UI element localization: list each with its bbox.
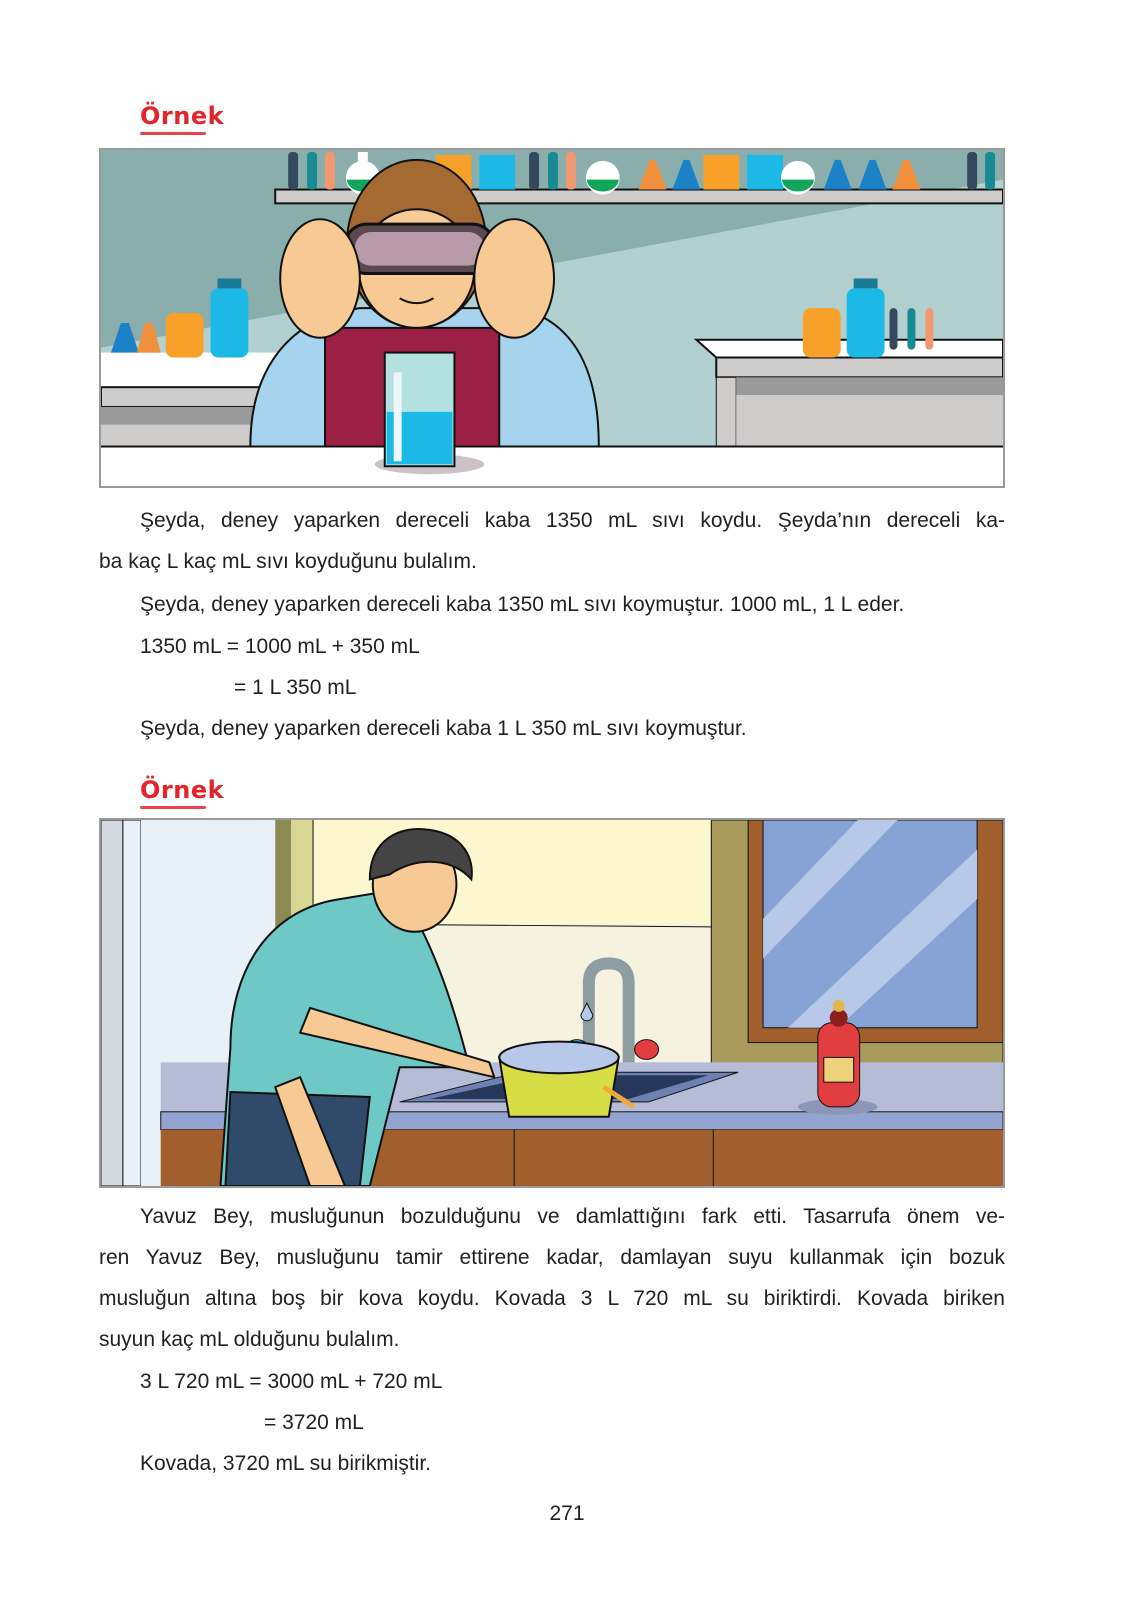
lab-scene-icon xyxy=(101,150,1003,486)
heading-underline xyxy=(140,132,206,135)
example-heading xyxy=(140,776,224,804)
equation-line: = 1 L 350 mL xyxy=(234,676,357,699)
paragraph-line: Yavuz Bey, musluğunun bozulduğunu ve damlattığını fark etti. Tasarrufa önem ve- xyxy=(140,1205,1005,1228)
page-number: 271 xyxy=(549,1502,585,1525)
heading-underline xyxy=(140,806,206,809)
paragraph-line: musluğun altına boş bir kova koydu. Kovada 3 L 720 mL su biriktirdi. Kovada biriken xyxy=(99,1287,1005,1310)
conclusion-line: Kovada, 3720 mL su birikmiştir. xyxy=(140,1452,432,1475)
paragraph-line: ren Yavuz Bey, musluğunu tamir ettirene kadar, damlayan suyu kullanmak için bozuk xyxy=(99,1246,1005,1269)
man-sink-bucket-illustration xyxy=(99,818,1005,1188)
paragraph-line: suyun kaç mL olduğunu bulalım. xyxy=(99,1328,400,1351)
paragraph-line: ba kaç L kaç mL sıvı koyduğunu bulalım. xyxy=(99,550,477,573)
paragraph-line: Şeyda, deney yaparken dereceli kaba 1350 mL sıvı koydu. Şeyda’nın dereceli ka- xyxy=(140,509,1005,532)
example-heading xyxy=(140,102,224,130)
solution-line: Şeyda, deney yaparken dereceli kaba 1350 mL sıvı koymuştur. 1000 mL, 1 L eder. xyxy=(140,593,905,616)
example-heading-text: Örnek xyxy=(140,776,225,804)
girl-lab-goggles-illustration xyxy=(99,148,1005,488)
example-heading-text: Örnek xyxy=(140,102,225,130)
equation-line: = 3720 mL xyxy=(264,1411,364,1434)
equation-line: 1350 mL = 1000 mL + 350 mL xyxy=(140,635,420,658)
kitchen-scene-icon xyxy=(101,820,1003,1186)
conclusion-line: Şeyda, deney yaparken dereceli kaba 1 L 350 mL sıvı koymuştur. xyxy=(140,717,747,740)
equation-line: 3 L 720 mL = 3000 mL + 720 mL xyxy=(140,1370,443,1393)
